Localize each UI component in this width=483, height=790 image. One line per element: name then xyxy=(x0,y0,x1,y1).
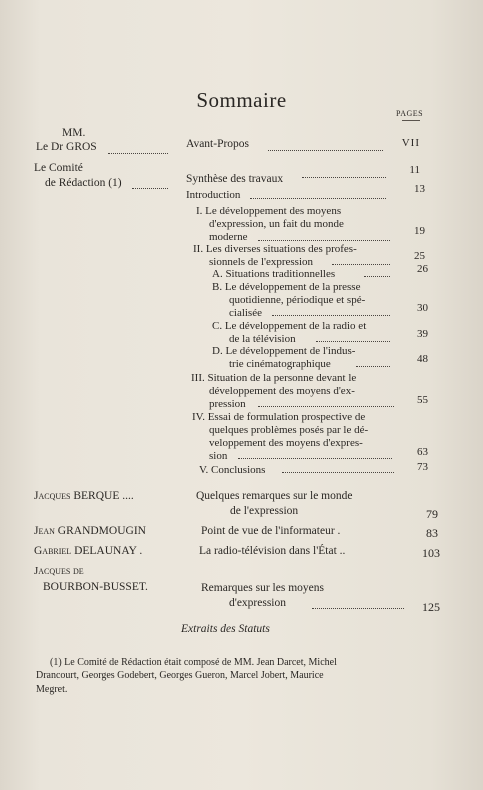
author-line: Gabriel DELAUNAY . xyxy=(34,545,143,557)
leader-dots xyxy=(332,254,390,265)
leader-dots xyxy=(302,167,386,178)
page-number: 83 xyxy=(426,526,438,540)
footnote-line: Drancourt, Georges Godebert, Georges Gueron, Marcel Jobert, Maurice xyxy=(36,670,324,681)
author-line: BOURBON-BUSSET. xyxy=(43,581,148,593)
leader-dots xyxy=(356,356,390,367)
author-line: Le Comité xyxy=(34,162,83,174)
entry-title: La radio-télévision dans l'État .. xyxy=(199,545,346,557)
entry-line: III. Situation de la personne devant le xyxy=(191,372,357,384)
entry-line: quelques problèmes posés par le dé- xyxy=(209,424,369,436)
author-line: MM. xyxy=(62,127,86,139)
pages-header-rule xyxy=(402,120,420,121)
entry-line: de la télévision xyxy=(229,333,296,345)
entry-title: Avant-Propos xyxy=(186,138,250,150)
leader-dots xyxy=(250,188,386,199)
author-line: Jean GRANDMOUGIN xyxy=(34,525,146,537)
leader-dots xyxy=(312,598,404,609)
page-number: 26 xyxy=(417,263,428,275)
page-number: 19 xyxy=(414,225,425,237)
entry-line: veloppement des moyens d'expres- xyxy=(209,437,363,449)
page-number: 30 xyxy=(417,302,428,314)
entry-line: I. Le développement des moyens xyxy=(196,205,342,217)
entry-line: d'expression xyxy=(229,597,287,609)
page-title: Sommaire xyxy=(196,88,287,112)
entry-line: A. Situations traditionnelles xyxy=(212,268,336,280)
page-number: 11 xyxy=(409,164,420,176)
leader-dots xyxy=(272,305,390,316)
entry-title: Synthèse des travaux xyxy=(186,173,284,185)
entry-line: moderne xyxy=(209,231,248,243)
author-line: Le Dr GROS xyxy=(36,141,97,153)
entry-title: Introduction xyxy=(186,189,241,201)
footnote-line: (1) Le Comité de Rédaction était composé de MM. Jean Darcet, Michel xyxy=(50,657,337,668)
page-number: 103 xyxy=(422,546,440,560)
entry-title: Point de vue de l'informateur . xyxy=(201,525,341,537)
entry-line: quotidienne, périodique et spé- xyxy=(229,294,366,306)
entry-line: C. Le développement de la radio et xyxy=(212,320,367,332)
entry-line: sion xyxy=(209,450,228,462)
page-number: 125 xyxy=(422,600,440,614)
pages-column-header: PAGES xyxy=(396,109,424,118)
entry-line: développement des moyens d'ex- xyxy=(209,385,355,397)
footnote-line: Megret. xyxy=(36,684,68,695)
author-line: de Rédaction (1) xyxy=(45,177,122,189)
leader-dots xyxy=(282,462,394,473)
leader-dots xyxy=(132,178,168,189)
page-number: VII xyxy=(401,137,420,149)
page-number: 55 xyxy=(417,394,428,406)
entry-line: II. Les diverses situations des profes- xyxy=(193,243,357,255)
entry-line: Quelques remarques sur le monde xyxy=(196,490,353,502)
page-number: 79 xyxy=(426,507,438,521)
entry-line: B. Le développement de la presse xyxy=(212,281,361,293)
page-number: 13 xyxy=(414,183,425,195)
author-line: Jacques de xyxy=(34,565,84,577)
entry-line: trie cinématographique xyxy=(229,358,331,370)
entry-line: D. Le développement de l'indus- xyxy=(212,345,356,357)
leader-dots xyxy=(258,396,394,407)
page-number: 73 xyxy=(417,461,428,473)
page-number: 39 xyxy=(417,328,428,340)
leader-dots xyxy=(108,143,168,154)
page-number: 63 xyxy=(417,446,428,458)
entry-line: V. Conclusions xyxy=(199,464,266,476)
entry-line: pression xyxy=(209,398,246,410)
author-line: Jacques BERQUE .... xyxy=(34,490,134,502)
entry-line: de l'expression xyxy=(230,505,299,517)
leader-dots xyxy=(238,448,392,459)
leader-dots xyxy=(258,230,390,241)
leader-dots xyxy=(364,266,390,277)
page-number: 48 xyxy=(417,353,428,365)
leader-dots xyxy=(268,140,383,151)
extraits-heading: Extraits des Statuts xyxy=(181,623,270,635)
entry-line: cialisée xyxy=(229,307,262,319)
leader-dots xyxy=(316,331,390,342)
entry-line: IV. Essai de formulation prospective de xyxy=(192,411,366,423)
entry-line: Remarques sur les moyens xyxy=(201,582,324,594)
entry-line: d'expression, un fait du monde xyxy=(209,218,344,230)
page-number: 25 xyxy=(414,250,425,262)
entry-line: sionnels de l'expression xyxy=(209,256,314,268)
